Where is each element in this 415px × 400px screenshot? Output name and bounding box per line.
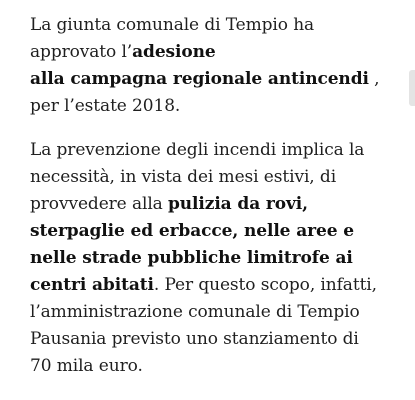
text-line: l’amministrazione comunale di Tempio xyxy=(30,302,360,322)
scrollbar-thumb[interactable] xyxy=(409,70,415,106)
paragraph-prevention xyxy=(30,137,402,380)
text-line: 70 mila euro. xyxy=(30,356,143,376)
bold-fragment: centri abitati xyxy=(30,275,154,295)
text-line xyxy=(30,39,402,66)
paragraph-campaign xyxy=(30,12,402,120)
text-line: Pausania previsto uno stanziamento di xyxy=(30,329,359,349)
text-line xyxy=(30,191,402,218)
text-line xyxy=(30,272,402,299)
text-line: La giunta comunale di Tempio ha xyxy=(30,15,315,35)
text-line: per l’estate 2018. xyxy=(30,96,181,116)
bold-fragment: alla campagna regionale antincendi xyxy=(30,69,369,89)
article-body xyxy=(30,12,402,380)
text-line xyxy=(30,66,402,93)
text-line: La prevenzione degli incendi implica la xyxy=(30,140,365,160)
bold-line: sterpaglie ed erbacce, nelle aree e xyxy=(30,221,354,241)
text-fragment: provvedere alla xyxy=(30,194,168,214)
text-fragment: approvato l’ xyxy=(30,42,133,62)
text-line: necessità, in vista dei mesi estivi, di xyxy=(30,167,337,187)
bold-fragment: pulizia da rovi, xyxy=(168,194,308,214)
text-fragment: , xyxy=(368,69,380,89)
bold-fragment: adesione xyxy=(132,42,216,62)
text-fragment: . Per questo scopo, infatti, xyxy=(153,275,377,295)
bold-line: nelle strade pubbliche limitrofe ai xyxy=(30,248,353,268)
